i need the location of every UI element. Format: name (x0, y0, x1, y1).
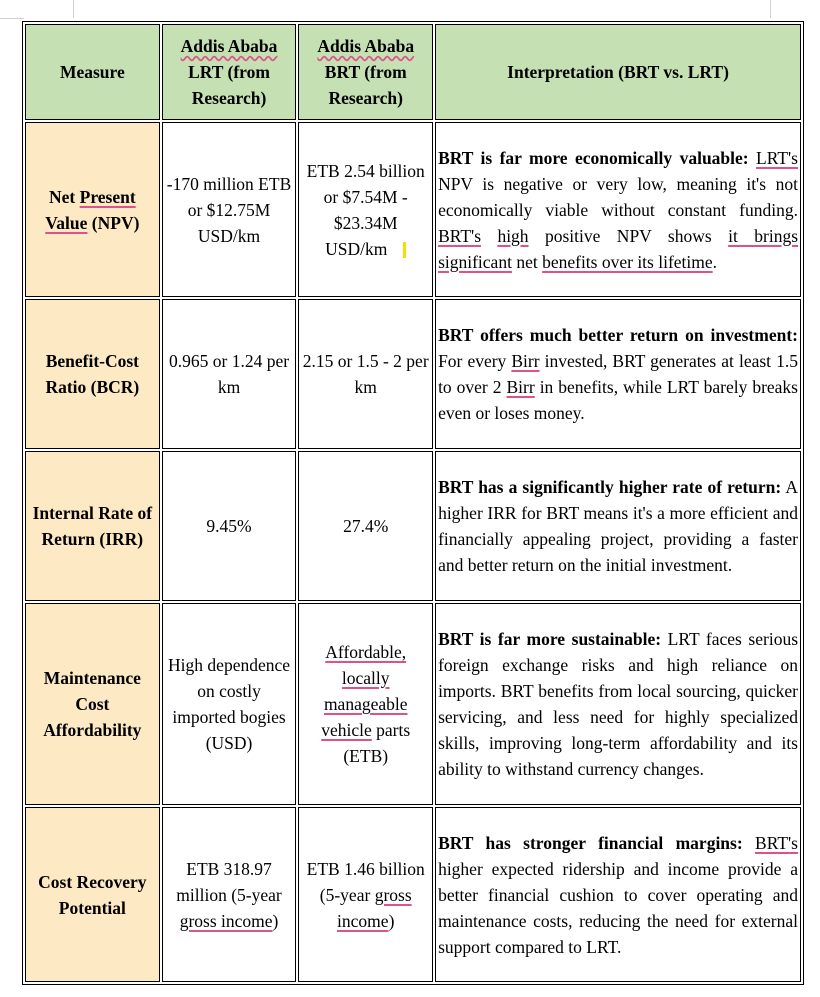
lrt-value-cell: High dependence on costly imported bogies (USD) (162, 603, 297, 805)
header-lrt: Addis Ababa LRT (from Research) (162, 24, 297, 120)
lrt-value-cell: 0.965 or 1.24 per km (162, 299, 297, 449)
text-cursor (403, 242, 406, 258)
measure-cell: Benefit-Cost Ratio (BCR) (25, 299, 160, 449)
measure-cell: Internal Rate of Return (IRR) (25, 451, 160, 601)
interpretation-cell: BRT offers much better return on investment: For every Birr invested, BRT generates at least 1.5 to over 2 Birr in benefits, while LRT barely breaks even or loses money. (435, 299, 801, 449)
table-row (25, 299, 801, 449)
brt-value-cell: 2.15 or 1.5 - 2 per km (298, 299, 433, 449)
header-measure: Measure (25, 24, 160, 120)
brt-value-cell: ETB 2.54 billion or $7.54M - $23.34M USD/km (298, 122, 433, 297)
comparison-table (22, 21, 804, 985)
page-margin-guide (770, 0, 771, 18)
brt-value-cell: ETB 1.46 billion (5-year gross income) (298, 807, 433, 982)
header-brt: Addis Ababa BRT (from Research) (298, 24, 433, 120)
table-row (25, 451, 801, 601)
measure-cell: Net Present Value (NPV) (25, 122, 160, 297)
interpretation-cell: BRT has a significantly higher rate of return: A higher IRR for BRT means it's a more efficient and financially appealing project, providing a faster and better return on the initial investment. (435, 451, 801, 601)
table-row (25, 807, 801, 982)
lrt-value-cell: -170 million ETB or $12.75M USD/km (162, 122, 297, 297)
interpretation-cell: BRT is far more sustainable: LRT faces serious foreign exchange risks and high reliance on imports. BRT benefits from local sourcing, quicker servicing, and less need for highly specialized skills, improving long-term affordability and its ability to withstand currency changes. (435, 603, 801, 805)
brt-value-cell: 27.4% (298, 451, 433, 601)
measure-cell: Maintenance Cost Affordability (25, 603, 160, 805)
interpretation-cell: BRT has stronger financial margins: BRT's higher expected ridership and income provide a better financial cushion to cover operating and maintenance costs, reducing the need for external support compared to LRT. (435, 807, 801, 982)
page-margin-guide (0, 18, 24, 19)
lrt-value-cell: 9.45% (162, 451, 297, 601)
table-row (25, 122, 801, 297)
page-margin-guide (73, 0, 74, 18)
interpretation-cell: BRT is far more economically valuable: LRT's NPV is negative or very low, meaning it's not economically viable without constant funding. BRT's high positive NPV shows it brings significant net benefits over its lifetime. (435, 122, 801, 297)
table-header-row (25, 24, 801, 120)
header-interpretation: Interpretation (BRT vs. LRT) (435, 24, 801, 120)
measure-cell: Cost Recovery Potential (25, 807, 160, 982)
lrt-value-cell: ETB 318.97 million (5-year gross income) (162, 807, 297, 982)
table-row (25, 603, 801, 805)
brt-value-cell: Affordable, locally manageable vehicle parts (ETB) (298, 603, 433, 805)
